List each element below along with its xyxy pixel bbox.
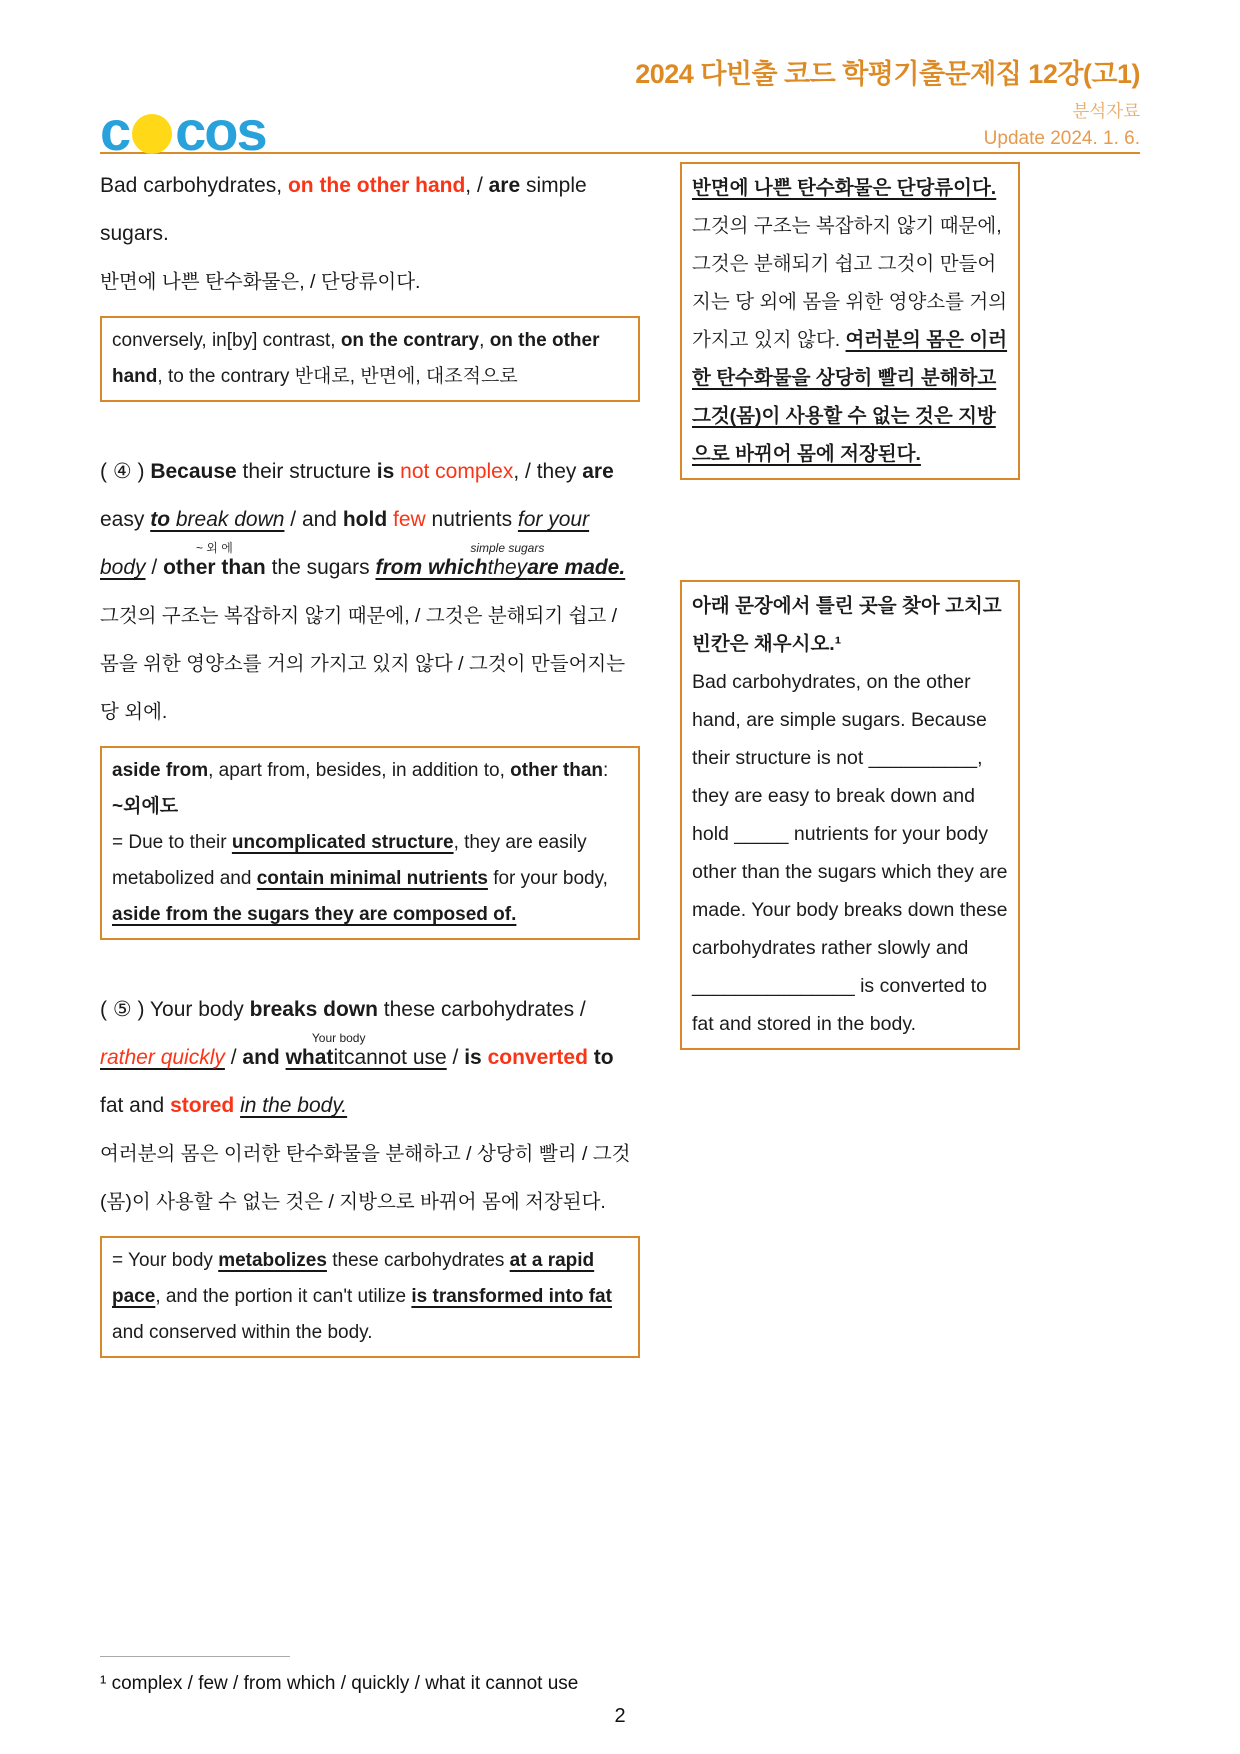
- vocab-box-contrast: [100, 316, 640, 402]
- page-number: 2: [614, 1705, 626, 1727]
- footnote-answers: ¹ complex / few / from which / quickly / what it cannot use: [100, 1673, 579, 1694]
- sentence-2-english: ( ④ ) Because their structure is not complex, / they are easy to break down / and hold few nutrients for your body / ~ 외 에 other than the sugars from which simple sugars theyare made.: [100, 460, 626, 579]
- speech-bubble-icon: [132, 114, 172, 154]
- translation-box-text: 반면에 나쁜 탄수화물은 단당류이다. 그것의 구조는 복잡하지 않기 때문에, 그것은 분해되기 쉽고 그것이 만들어지는 당 외에 몸을 위한 영양소를 거의 가지고 있지 않다. 여러분의 몸은 이러한 탄수화물을 상당히 빨리 분해하고 그것(몸)이 사용할 수 없는 것은 지방으로 바뀌어 몸에 저장된다.: [692, 177, 1008, 465]
- sentence-3-english: ( ⑤ ) Your body breaks down these carbohydrates / rather quickly / and what Your body itcannot use / is converted to fat and stored in the body.: [100, 998, 614, 1117]
- vocab-box-aside-from-gloss: ~외에도: [112, 796, 179, 817]
- footnote-divider: [100, 1656, 290, 1657]
- exercise-instruction: 아래 문장에서 틀린 곳을 찾아 고치고 빈칸은 채우시오.¹: [692, 595, 1002, 655]
- left-column: [100, 154, 640, 1358]
- exercise-box: [680, 580, 1020, 1050]
- page-footer: [100, 1656, 1140, 1728]
- vocab-box-aside-from: [100, 746, 640, 940]
- update-date: Update 2024. 1. 6.: [983, 128, 1140, 149]
- sentence-1-english: Bad carbohydrates, on the other hand, / are simple sugars.: [100, 174, 587, 245]
- vocab-box-contrast-text: conversely, in[by] contrast, on the contrary, on the other hand, to the contrary 반대로, 반면에, 대조적으로: [112, 330, 600, 387]
- content-columns: [0, 154, 1240, 1358]
- cocos-logo: [100, 99, 266, 162]
- paraphrase-box: [100, 1236, 640, 1358]
- exercise-passage: Bad carbohydrates, on the other hand, are simple sugars. Because their structure is not __________, they are easy to break down and hold _____ nutrients for your body other than the sugars which they are made. Your body breaks down these carbohydrates rather slowly and _______________ is converted to fat and stored in the body.: [692, 671, 1008, 1035]
- translation-box: [680, 162, 1020, 480]
- logo-letter-prefix: c: [100, 99, 130, 162]
- document-subtitle: 분석자료: [1072, 101, 1140, 121]
- paraphrase-box-text: = Your body metabolizes these carbohydrates at a rapid pace, and the portion it can't utilize is transformed into fat and conserved within the body.: [112, 1250, 612, 1343]
- vocab-box-aside-from-paraphrase: = Due to their uncomplicated structure, they are easily metabolized and contain minimal nutrients for your body, aside from the sugars they are composed of.: [112, 832, 608, 925]
- right-column: [680, 154, 1020, 1358]
- vocab-box-aside-from-terms: aside from, apart from, besides, in addition to, other than:: [112, 760, 609, 781]
- logo-letter-suffix: cos: [175, 99, 266, 162]
- sentence-2-korean: 그것의 구조는 복잡하지 않기 때문에, / 그것은 분해되기 쉽고 / 몸을 위한 영양소를 거의 가지고 있지 않다 / 그것이 만들어지는 당 외에.: [100, 605, 626, 723]
- sentence-1-korean: 반면에 나쁜 탄수화물은, / 단당류이다.: [100, 271, 421, 293]
- page-header: [0, 0, 1240, 162]
- document-title: 2024 다빈출 코드 학평기출문제집 12강(고1): [635, 59, 1140, 89]
- sentence-3-korean: 여러분의 몸은 이러한 탄수화물을 분해하고 / 상당히 빨리 / 그것(몸)이 사용할 수 없는 것은 / 지방으로 바뀌어 몸에 저장된다.: [100, 1143, 631, 1213]
